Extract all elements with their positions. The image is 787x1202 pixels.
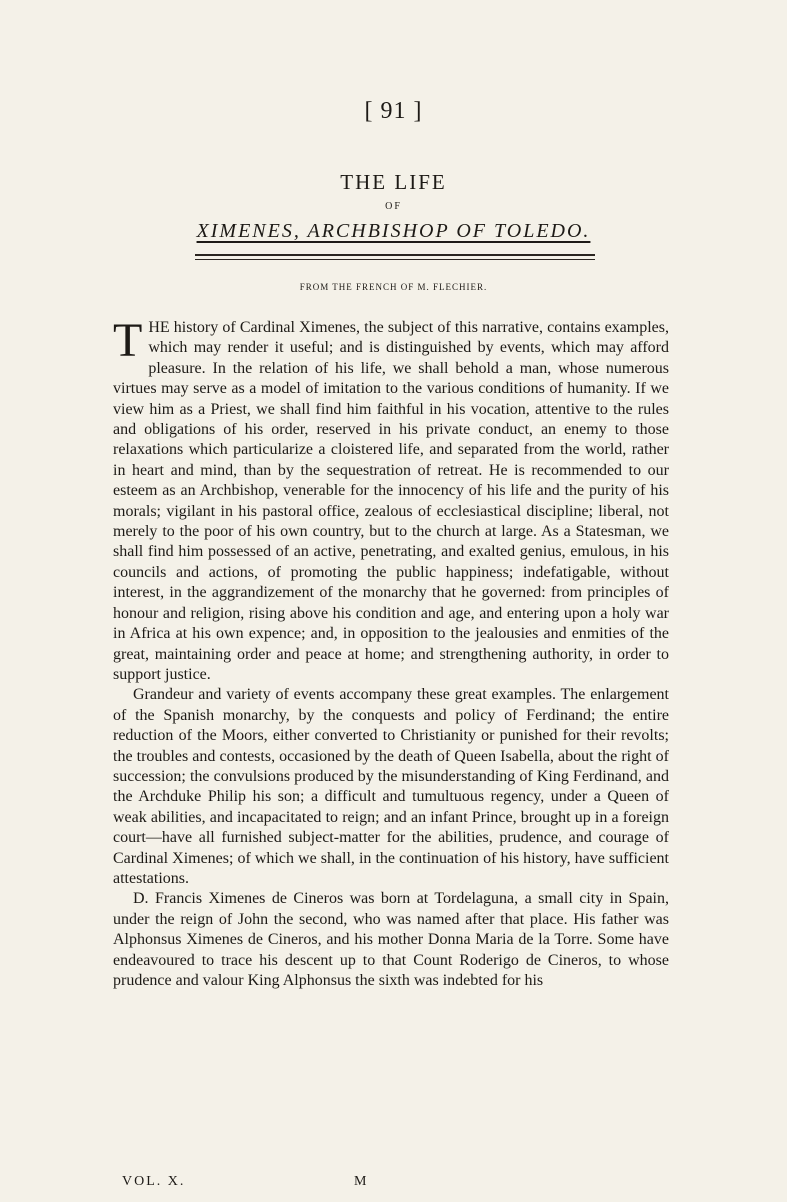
paragraph-1 — [113, 314, 669, 685]
page-number: [ 91 ] — [364, 98, 423, 124]
title-rule-thin — [195, 259, 595, 260]
paragraph-3: D. Francis Ximenes de Cineros was born at Tordelaguna, a small city in Spain, under the reign of John the second, who was named after that place. His father was Alphonsus Ximenes de Cineros, and his mother Donna Maria de la Torre. Some have endeavoured to trace his descent up to that Count Roderigo de Cineros, to whose prudence and valour King Alphonsus the sixth was indebted for his — [113, 890, 669, 989]
chapter-subtitle: XIMENES, ARCHBISHOP OF TOLEDO. — [196, 220, 591, 242]
signature-mark: M — [354, 1174, 367, 1189]
volume-mark: VOL. X. — [122, 1174, 186, 1189]
paragraph-2: Grandeur and variety of events accompany these great examples. The enlargement of the Spanish monarchy, by the conquests and policy of Ferdinand; the entire reduction of the Moors, either converted to Christianity or punished for their revolts; the troubles and contests, occasioned by the death of Queen Isabella, about the right of succession; the convulsions produced by the misunderstanding of King Ferdinand, and the Archduke Philip his son; a difficult and tumultuous regency, under a Queen of weak abilities, and incapacitated to reign; and an infant Prince, brought up in a foreign court—have all furnished subject-matter for the abilities, prudence, and courage of Cardinal Ximenes; of which we shall, in the continuation of his history, have sufficient attestations. — [113, 686, 669, 887]
paragraph-1-text: HE history of Cardinal Ximenes, the subject of this narrative, contains examples, which may render it useful; and is distinguished by events, which may afford pleasure. In the relation of his life, we shall behold a man, whose numerous virtues may serve as a model of imitation to the various conditions of humanity. If we view him as a Priest, we shall find him faithful in his vocation, attentive to the rules and obligations of his order, reserved in his private conduct, an enemy to those relaxations which particularize a cloistered life, and separated from the world, rather in heart and mind, than by the sequestration of retreat. He is recommended to our esteem as an Archbishop, venerable for the innocency of his life and the purity of his morals; vigilant in his pastoral office, zealous of ecclesiastical discipline; liberal, not merely to the poor of his own country, but to the church at large. As a Statesman, we shall find him possessed of an active, penetrating, and exalted genius, emulous, in his councils and actions, of promoting the public happiness; indefatigable, without interest, in the aggrandizement of the monarchy that he governed: from principles of honour and religion, rising above his condition and age, and entering upon a holy war in Africa at his own expence; and, in opposition to the jealousies and enmities of the great, maintaining order and peace at home; and strengthening authority, in order to support justice. — [113, 319, 669, 683]
chapter-title: THE LIFE — [340, 170, 447, 194]
title-rule — [195, 254, 595, 256]
title-connector: OF — [385, 201, 402, 212]
drop-cap: T — [113, 314, 143, 367]
source-attribution: FROM THE FRENCH OF M. FLECHIER. — [299, 282, 488, 292]
body-text — [113, 314, 669, 991]
